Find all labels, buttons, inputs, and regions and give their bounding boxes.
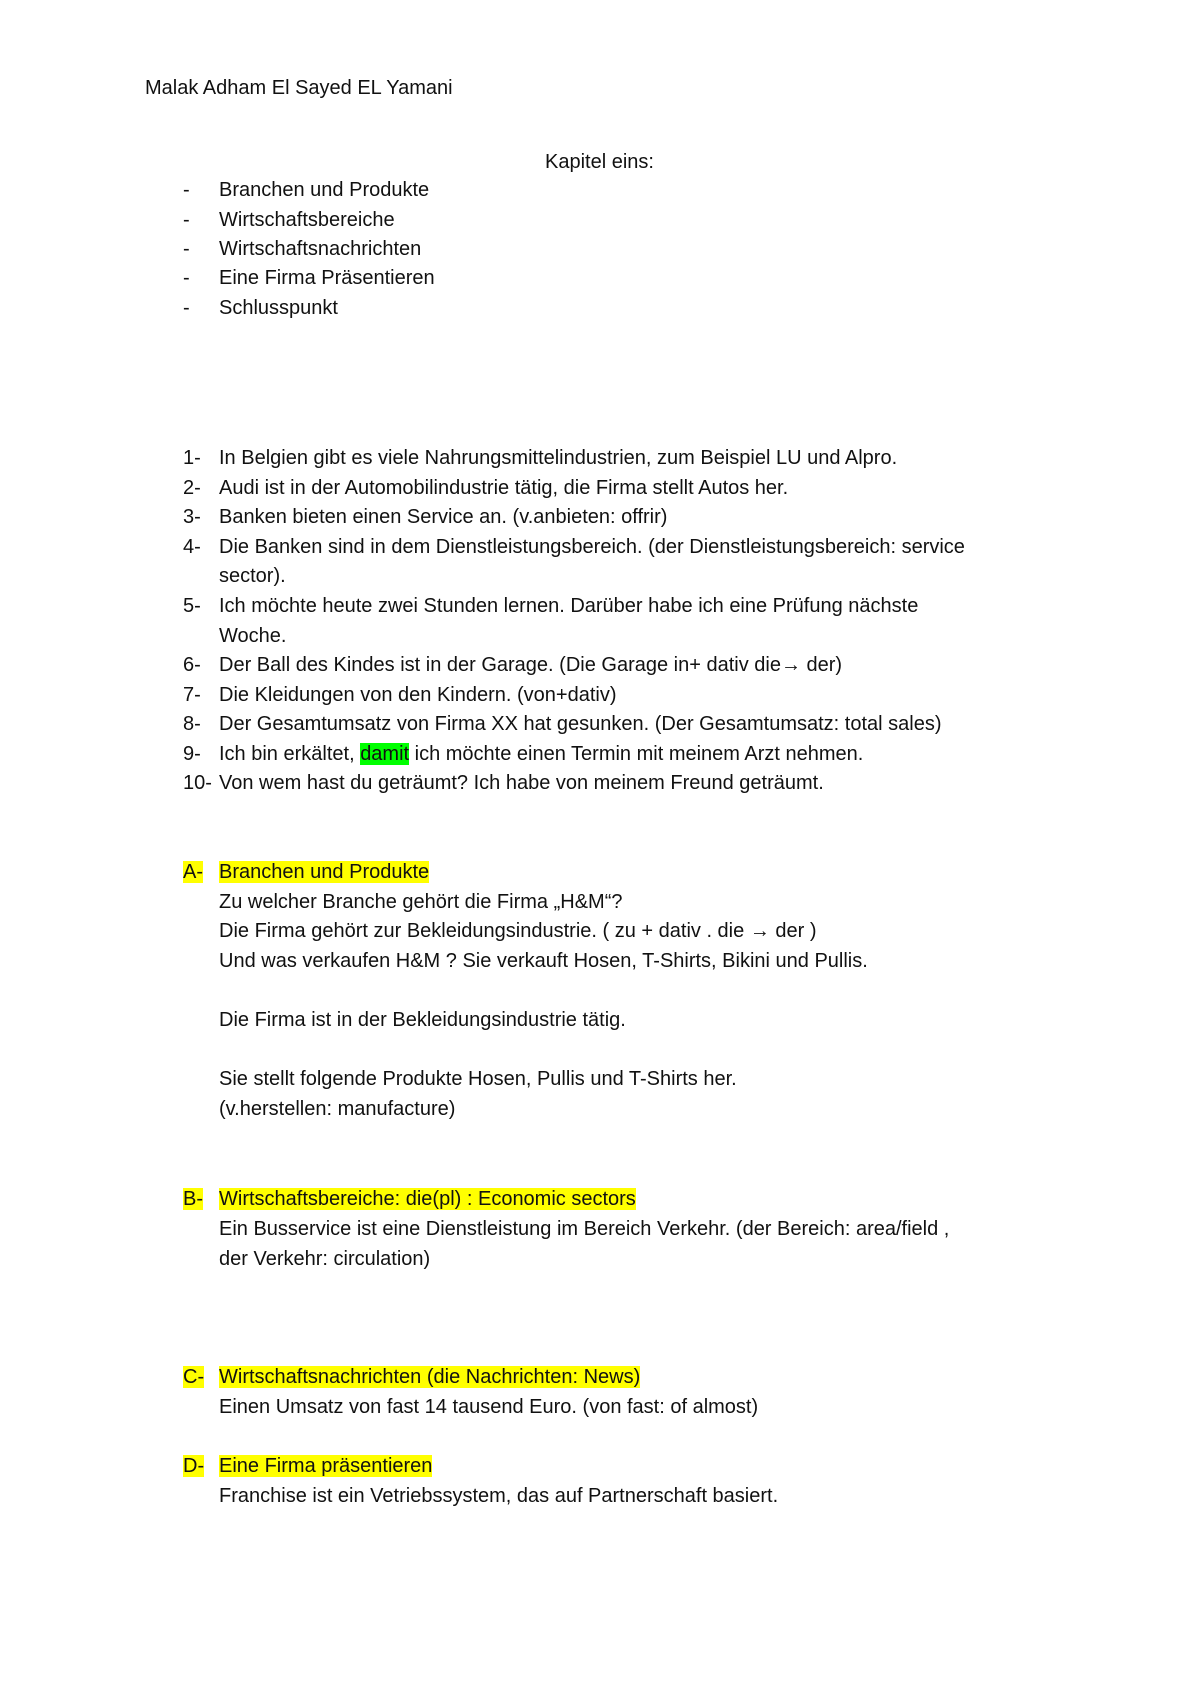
sentence-6 [219,651,842,679]
section-b-line-1: Ein Busservice ist eine Dienstleistung im Bereich Verkehr. (der Bereich: area/field , [219,1218,950,1240]
section-a-marker: A- [183,861,203,883]
sentence-9 [219,740,863,768]
topic-item: Wirtschaftsnachrichten [219,238,422,260]
chapter-heading: Kapitel eins: [545,151,654,173]
section-b-line-2: der Verkehr: circulation) [219,1248,431,1270]
section-a-line-6: (v.herstellen: manufacture) [219,1098,456,1120]
section-a-line-2 [219,917,817,945]
section-marker [183,1185,219,1213]
section-a-line-1: Zu welcher Branche gehört die Firma „H&M“? [219,891,623,913]
sentence-9-end: ich möchte einen Termin mit meinem Arzt nehmen. [409,743,864,765]
section-c-line-1: Einen Umsatz von fast 14 tausend Euro. (von fast: of almost) [219,1396,759,1418]
sentence-1: In Belgien gibt es viele Nahrungsmittelindustrien, zum Beispiel LU und Alpro. [219,447,898,469]
list-number: 5- [183,595,201,617]
list-number: 10- [183,772,212,794]
section-marker [183,858,219,886]
list-number: 6- [183,654,201,676]
sentence-3: Banken bieten einen Service an. (v.anbieten: offrir) [219,506,668,528]
section-d-marker: D- [183,1455,205,1477]
topic-item: Branchen und Produkte [219,179,430,201]
right-arrow-icon: → [780,654,801,676]
list-number: 8- [183,713,201,735]
sentence-5-line-1: Ich möchte heute zwei Stunden lernen. Darüber habe ich eine Prüfung nächste [219,595,919,617]
section-a-line-2-tail: der ) [769,920,817,942]
sentence-7: Die Kleidungen von den Kindern. (von+dativ) [219,684,617,706]
bullet-dash: - [183,297,190,319]
author-name: Malak Adham El Sayed EL Yamani [145,77,453,99]
section-marker [183,1452,219,1480]
list-number: 4- [183,536,201,558]
topic-item: Wirtschaftsbereiche [219,209,395,231]
sentence-10: Von wem hast du geträumt? Ich habe von meinem Freund geträumt. [219,772,824,794]
section-a-line-4: Die Firma ist in der Bekleidungsindustrie tätig. [219,1009,626,1031]
sentence-6-tail: der) [800,654,843,676]
topic-item: Eine Firma Präsentieren [219,267,435,289]
list-number: 3- [183,506,201,528]
sentence-9-start: Ich bin erkältet, [219,743,361,765]
list-number: 9- [183,743,201,765]
sentence-4-line-2: sector). [219,565,286,587]
bullet-dash: - [183,179,190,201]
right-arrow-icon: → [749,920,770,942]
section-a-line-2-text: Die Firma gehört zur Bekleidungsindustrie. ( zu + dativ . die [219,920,750,942]
sentence-5-line-2: Woche. [219,625,287,647]
sentence-4-line-1: Die Banken sind in dem Dienstleistungsbereich. (der Dienstleistungsbereich: service [219,536,965,558]
section-b-marker: B- [183,1188,203,1210]
section-a-title-row [219,858,429,886]
section-c-title-row [219,1363,640,1391]
section-marker [183,1363,219,1391]
topic-item: Schlusspunkt [219,297,338,319]
list-number: 7- [183,684,201,706]
bullet-dash: - [183,267,190,289]
list-number: 1- [183,447,201,469]
section-d-title: Eine Firma präsentieren [219,1455,433,1477]
section-b-title-row [219,1185,636,1213]
list-number: 2- [183,477,201,499]
section-c-title: Wirtschaftsnachrichten (die Nachrichten: News) [219,1366,641,1388]
sentence-2: Audi ist in der Automobilindustrie tätig, die Firma stellt Autos her. [219,477,789,499]
section-d-title-row [219,1452,432,1480]
bullet-dash: - [183,238,190,260]
highlighted-word: damit [360,743,410,765]
section-b-title: Wirtschaftsbereiche: die(pl) : Economic sectors [219,1188,636,1210]
sentence-8: Der Gesamtumsatz von Firma XX hat gesunken. (Der Gesamtumsatz: total sales) [219,713,942,735]
section-a-title: Branchen und Produkte [219,861,430,883]
sentence-6-text: Der Ball des Kindes ist in der Garage. (Die Garage in+ dativ die [219,654,781,676]
section-a-line-3: Und was verkaufen H&M ? Sie verkauft Hosen, T-Shirts, Bikini und Pullis. [219,950,868,972]
section-c-marker: C- [183,1366,205,1388]
bullet-dash: - [183,209,190,231]
section-d-line-1: Franchise ist ein Vetriebssystem, das auf Partnerschaft basiert. [219,1485,779,1507]
section-a-line-5: Sie stellt folgende Produkte Hosen, Pullis und T-Shirts her. [219,1068,737,1090]
